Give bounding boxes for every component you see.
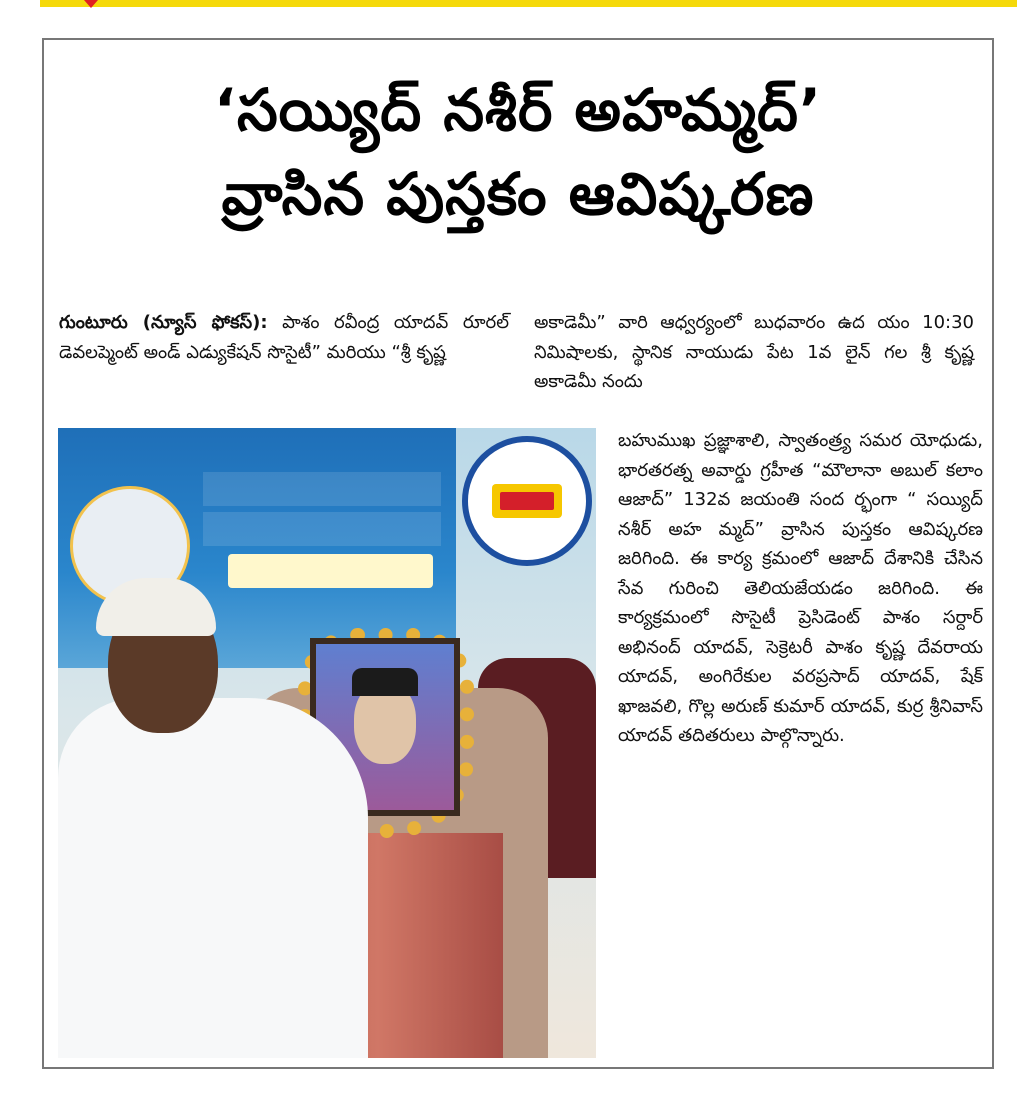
news-clipping: [42, 38, 994, 1069]
headline: [64, 68, 972, 236]
headline-line-1: ‘సయ్యిద్ నశీర్ అహమ్మద్’: [213, 76, 823, 144]
person-body: [58, 698, 368, 1058]
article-left-paragraph: [59, 308, 509, 367]
banner-subtitle-band: [203, 512, 441, 546]
event-photo: [58, 428, 596, 1058]
top-color-bar: [40, 0, 1017, 7]
banner-website-band: [228, 554, 433, 588]
logo-center-mark: [492, 484, 562, 518]
headline-line-2: వ్రాసిన పుస్తకం ఆవిష్కరణ: [221, 160, 815, 228]
article-right-paragraph: బహుముఖ ప్రజ్ఞాశాలి, స్వాతంత్ర్య సమర యోధుడు, భారతరత్న అవార్డు గ్రహీత “మౌలానా అబుల్ కలాం ఆజాద్” 132వ జయంతి సంద ర్భంగా “ సయ్యిద్ నశీర్ అహ మ్మద్” వ్రాసిన పుస్తకం ఆవిష్కరణ జరిగింది. ఈ కార్య క్రమంలో ఆజాద్ దేశానికి చేసిన సేవ గురించి తెలియజేయడం జరిగింది. ఈ కార్యక్రమంలో సొసైటీ ప్రెసిడెంట్ పాశం సర్దార్ అభినంద్ యాదవ్, సెక్రెటరీ పాశం కృష్ణ దేవరాయ యాదవ్, అంగిరేకుల వరప్రసాద్ యాదవ్, షేక్ ఖాజవలి, గొల్ల అరుణ్ కుమార్ యాదవ్, కుర్ర శ్రీనివాస్ యాదవ్ తదితరులు పాల్గొన్నారు.: [618, 430, 983, 746]
article-left-text: పాశం రవీంద్ర యాదవ్ రూరల్ డెవలప్మెంట్ అండ్ ఎడ్యుకేషన్ సొసైటీ” మరియు “శ్రీ కృష్ణ: [59, 312, 509, 363]
banner-title-band: [203, 472, 441, 506]
article-dateline: గుంటూరు (న్యూస్ ఫోకస్):: [59, 312, 268, 333]
portrait-cap: [352, 668, 418, 696]
news-focus-logo: [462, 436, 592, 566]
article-right-top-paragraph: అకాడెమీ” వారి ఆధ్వర్యంలో బుధవారం ఉద యం 10:30 నిమిషాలకు, స్థానిక నాయుడు పేట 1వ లైన్ గల శ్రీ కృష్ణ అకాడెమీ నందు: [534, 312, 974, 392]
